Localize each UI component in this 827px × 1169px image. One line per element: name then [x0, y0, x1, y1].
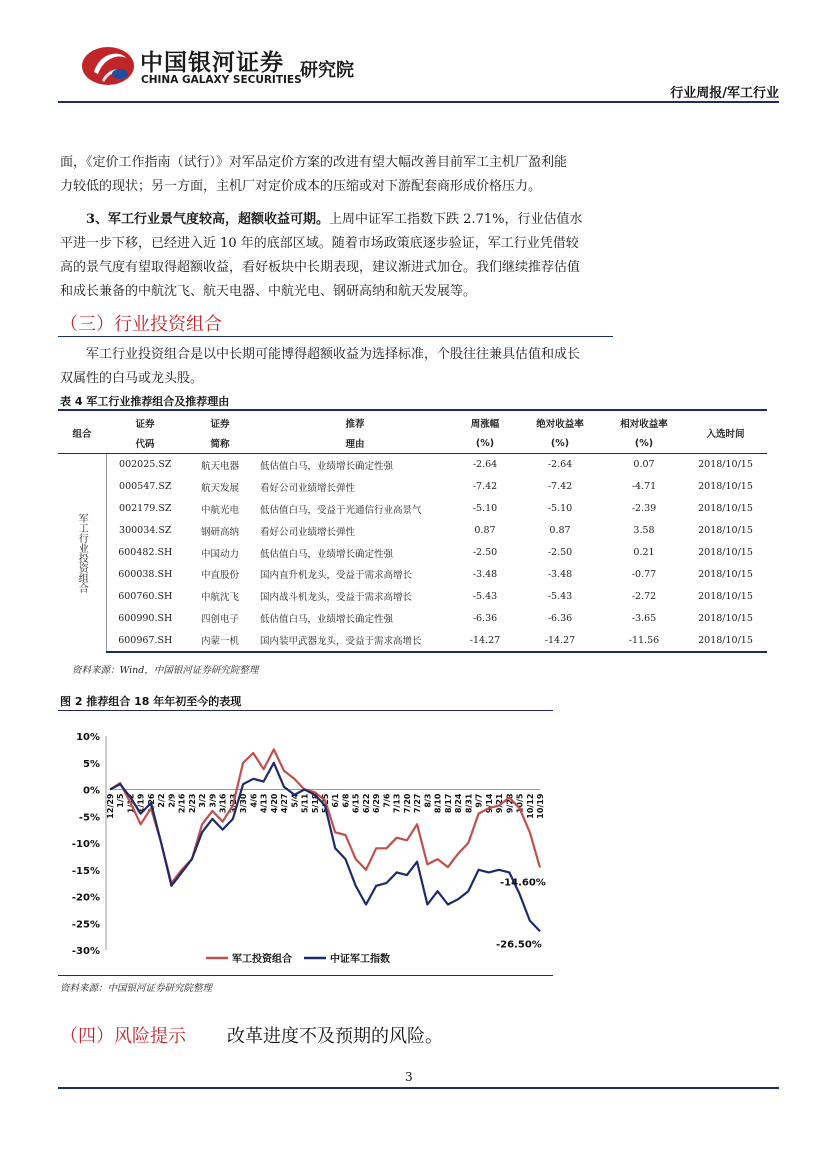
x-tick-label: 6/29 — [372, 793, 382, 814]
table-row — [58, 454, 767, 476]
paragraph-bold-lead: 3、军工行业景气度较高，超额收益可期。 — [86, 212, 330, 227]
cell-date: 2018/10/15 — [698, 481, 753, 493]
cell-code: 600967.SH — [106, 629, 184, 652]
x-tick-label: 8/3 — [423, 793, 433, 808]
y-tick-label: -30% — [71, 946, 100, 957]
x-tick-label: 4/27 — [280, 793, 290, 814]
table-row — [58, 520, 767, 542]
cell-weekly: -6.36 — [472, 612, 498, 624]
x-tick-label: 12/29 — [106, 793, 115, 819]
risk-statement: 改革进度不及预期的风险。 — [227, 1026, 443, 1047]
header-reason-sub: 理由 — [256, 433, 454, 454]
y-tick-label: -15% — [71, 865, 100, 877]
x-tick-label: 8/31 — [464, 793, 474, 814]
paragraph-line: 军工行业投资组合是以中长期可能博得超额收益为选择标准，个股往往兼具估值和成长 — [86, 347, 581, 362]
cell-code: 300034.SZ — [119, 525, 172, 537]
cell-reason: 国内战斗机龙头，受益于需求高增长 — [260, 592, 413, 604]
cell-name: 四创电子 — [200, 614, 239, 626]
cell-reason: 国内装甲武器龙头，受益于需求高增长 — [256, 629, 454, 652]
cell-name: 中航沈飞 — [200, 592, 239, 604]
cell-weekly: -3.48 — [472, 568, 498, 580]
cell-relative: -0.77 — [631, 568, 657, 580]
header-reason: 推荐 — [345, 419, 365, 430]
table-caption: 表 4 军工行业推荐组合及推荐理由 — [60, 395, 230, 408]
x-tick-label: 9/14 — [484, 793, 494, 814]
recommendation-table — [58, 413, 767, 653]
cell-date: 2018/10/15 — [698, 568, 753, 580]
table-row — [58, 476, 767, 498]
cell-weekly: -5.43 — [472, 590, 498, 602]
x-tick-label: 1/19 — [136, 793, 146, 814]
cell-absolute: -2.64 — [547, 459, 573, 471]
x-tick-label: 10/19 — [536, 793, 545, 819]
x-tick-label: 7/20 — [402, 793, 412, 814]
x-tick-label: 8/10 — [433, 793, 443, 814]
cell-name: 航天电器 — [200, 460, 239, 472]
header-weekly: 周涨幅 — [470, 419, 500, 430]
x-tick-label: 1/5 — [116, 793, 126, 808]
x-tick-label: 3/23 — [228, 793, 238, 814]
cell-weekly: 0.87 — [474, 525, 496, 537]
table-source-note: 资料来源：Wind，中国银河证券研究院整理 — [72, 665, 259, 676]
cell-date: 2018/10/15 — [698, 503, 753, 515]
x-tick-label: 1/12 — [126, 793, 136, 814]
paragraph-line: 高的景气度有望取得超额收益，看好板块中长期表现，建议渐进式加仓。我们继续推荐估值 — [60, 260, 581, 275]
table-row — [58, 563, 767, 585]
cell-absolute: -5.10 — [547, 503, 573, 515]
header-divider — [58, 101, 779, 103]
series-line-portfolio — [110, 749, 540, 883]
figure-caption: 图 2 推荐组合 18 年年初至今的表现 — [60, 695, 242, 708]
cell-relative: 3.58 — [633, 525, 655, 537]
table-row — [58, 607, 767, 629]
cell-absolute: -6.36 — [547, 612, 573, 624]
cell-relative: 0.07 — [633, 459, 655, 471]
cell-date: 2018/10/15 — [698, 612, 753, 624]
header-name: 证券 — [210, 419, 230, 430]
cell-code: 000547.SZ — [119, 481, 172, 493]
header-group: 组合 — [58, 413, 106, 454]
section-heading-risk: （四）风险提示 — [60, 1026, 186, 1047]
x-tick-label: 6/1 — [331, 793, 341, 808]
page-number: 3 — [405, 1070, 413, 1084]
table-row — [58, 629, 767, 652]
header-relative-sub: (%) — [604, 433, 684, 454]
report-category-tag: 行业周报/军工行业 — [670, 86, 779, 101]
cell-name: 中航光电 — [200, 504, 239, 516]
x-tick-label: 5/11 — [300, 793, 310, 814]
cell-name: 中直股份 — [200, 570, 239, 582]
x-tick-label: 5/25 — [321, 793, 330, 814]
group-label: 军工行业投资组合 — [58, 454, 106, 653]
paragraph-line: 双属性的白马或龙头股。 — [60, 371, 204, 386]
cell-relative: 0.21 — [633, 547, 655, 558]
logo-institute-name: 研究院 — [300, 60, 354, 81]
header-code: 证券 — [135, 419, 155, 430]
cell-code: 600482.SH — [118, 547, 173, 558]
paragraph-line — [60, 208, 620, 232]
x-tick-label: 6/15 — [351, 793, 361, 814]
header-code-sub: 代码 — [106, 433, 184, 454]
header-absolute: 绝对收益率 — [536, 419, 584, 430]
figure-bottom-rule — [58, 975, 553, 976]
x-tick-label: 3/9 — [208, 793, 218, 808]
cell-relative: -11.56 — [604, 629, 684, 652]
y-tick-label: -10% — [71, 839, 100, 850]
figure-top-rule — [58, 710, 553, 711]
cell-name: 中国动力 — [200, 548, 239, 560]
cell-code: 600038.SH — [118, 568, 173, 580]
annotation-portfolio-end: -14.60% — [500, 877, 546, 889]
paragraph-portfolio — [60, 343, 620, 391]
cell-reason: 低估值白马，业绩增长确定性强 — [260, 548, 394, 560]
y-tick-label: 10% — [76, 732, 100, 743]
cell-relative: -2.39 — [631, 503, 657, 515]
x-tick-label: 2/2 — [157, 793, 167, 808]
paragraph-outlook — [60, 208, 620, 304]
cell-date: 2018/10/15 — [684, 629, 767, 652]
y-tick-label: -5% — [78, 812, 100, 824]
cell-name: 航天发展 — [200, 482, 239, 494]
header-weekly-sub: (%) — [454, 433, 516, 454]
y-tick-label: 0% — [83, 785, 100, 797]
x-tick-label: 5/18 — [310, 793, 320, 814]
cell-absolute: -14.27 — [516, 629, 604, 652]
x-tick-label: 10/5 — [515, 793, 525, 814]
figure-source-note: 资料来源：中国银河证券研究院整理 — [60, 983, 213, 994]
table-row — [58, 585, 767, 607]
y-tick-label: -25% — [71, 919, 100, 931]
series-line-index — [110, 763, 540, 932]
paragraph-line: 和成长兼备的中航沈飞、航天电器、中航光电、钢研高纳和航天发展等。 — [60, 284, 477, 299]
cell-absolute: -2.50 — [547, 547, 573, 558]
header-name-sub: 简称 — [184, 433, 256, 454]
x-tick-label: 8/17 — [443, 793, 453, 814]
cell-weekly: -14.27 — [454, 629, 516, 652]
x-tick-label: 6/8 — [341, 793, 351, 808]
cell-absolute: -7.42 — [547, 481, 573, 493]
x-tick-label: 6/22 — [361, 793, 371, 814]
cell-name: 钢研高纳 — [200, 526, 239, 538]
cell-weekly: -5.10 — [472, 503, 498, 515]
cell-relative: -4.71 — [631, 481, 657, 493]
cell-date: 2018/10/15 — [698, 525, 753, 537]
legend-label: 中证军工指数 — [330, 954, 390, 965]
x-tick-label: 3/16 — [218, 793, 228, 814]
x-tick-label: 1/26 — [146, 793, 156, 814]
cell-absolute: -5.43 — [547, 590, 573, 602]
x-tick-label: 7/6 — [382, 793, 392, 808]
x-tick-label: 2/9 — [167, 793, 177, 808]
paragraph-line: 平进一步下移，已经进入近 10 年的底部区域。随着市场政策底逐步验证，军工行业凭借较 — [60, 236, 579, 251]
cell-weekly: -7.42 — [472, 481, 498, 493]
footer-divider — [58, 1087, 779, 1089]
galaxy-logo-icon — [80, 44, 136, 88]
x-tick-label: 4/20 — [269, 793, 279, 814]
paragraph-text: 上周中证军工指数下跌 2.71%，行业估值水 — [329, 212, 583, 227]
cell-code: 002025.SZ — [119, 459, 172, 471]
cell-reason: 低估值白马，业绩增长确定性强 — [260, 460, 394, 472]
logo-chinese-name: 中国银河证券 — [140, 50, 284, 76]
cell-relative: -3.65 — [631, 612, 657, 624]
table-row — [58, 498, 767, 520]
cell-reason: 低估值白马，受益于光通信行业高景气 — [260, 504, 422, 516]
x-tick-label: 8/24 — [454, 793, 464, 814]
cell-code: 600760.SH — [118, 590, 173, 602]
cell-code: 002179.SZ — [119, 503, 172, 515]
section-heading-portfolio: （三）行业投资组合 — [60, 314, 222, 335]
cell-date: 2018/10/15 — [698, 459, 753, 471]
cell-date: 2018/10/15 — [698, 547, 753, 558]
header-relative: 相对收益率 — [620, 419, 668, 430]
cell-name: 内蒙一机 — [184, 629, 256, 652]
cell-relative: -2.72 — [631, 590, 657, 602]
cell-weekly: -2.64 — [472, 459, 498, 471]
y-tick-label: -20% — [71, 892, 100, 904]
cell-date: 2018/10/15 — [698, 590, 753, 602]
x-tick-label: 9/21 — [495, 793, 505, 814]
annotation-index-end: -26.50% — [496, 939, 542, 951]
x-tick-label: 5/4 — [290, 793, 300, 808]
header-absolute-sub: (%) — [516, 433, 604, 454]
cell-reason: 国内直升机龙头，受益于需求高增长 — [260, 570, 413, 582]
header-date: 入选时间 — [684, 413, 767, 454]
x-tick-label: 9/7 — [474, 793, 484, 808]
cell-absolute: -3.48 — [547, 568, 573, 580]
cell-weekly: -2.50 — [472, 547, 498, 558]
paragraph-line: 面，《定价工作指南（试行）》对军品定价方案的改进有望大幅改善目前军工主机厂盈利能 — [60, 155, 568, 170]
legend-label: 军工投资组合 — [232, 954, 292, 965]
performance-line-chart — [58, 712, 553, 974]
x-tick-label: 3/30 — [239, 793, 249, 814]
x-tick-label: 10/12 — [525, 793, 535, 819]
section-divider — [58, 336, 613, 337]
paragraph-line: 力较低的现状；另一方面，主机厂对定价成本的压缩或对下游配套商形成价格压力。 — [60, 179, 542, 194]
x-tick-label: 9/28 — [505, 793, 515, 814]
logo-english-name: CHINA GALAXY SECURITIES — [141, 74, 302, 86]
x-tick-label: 4/6 — [249, 793, 259, 808]
x-tick-label: 7/27 — [413, 793, 423, 814]
table-row — [58, 542, 767, 564]
x-tick-label: 2/16 — [177, 793, 187, 814]
y-tick-label: 5% — [83, 758, 100, 770]
x-tick-label: 3/2 — [198, 793, 208, 808]
x-tick-label: 7/13 — [392, 793, 402, 814]
x-tick-label: 2/23 — [187, 793, 197, 814]
cell-reason: 看好公司业绩增长弹性 — [260, 526, 356, 538]
x-tick-label: 4/13 — [259, 793, 269, 814]
cell-reason: 低估值白马，业绩增长确定性强 — [260, 614, 394, 626]
cell-absolute: 0.87 — [549, 525, 571, 537]
cell-code: 600990.SH — [118, 612, 173, 624]
paragraph-pricing — [60, 151, 620, 199]
table-top-rule — [58, 409, 767, 411]
cell-reason: 看好公司业绩增长弹性 — [260, 482, 356, 494]
